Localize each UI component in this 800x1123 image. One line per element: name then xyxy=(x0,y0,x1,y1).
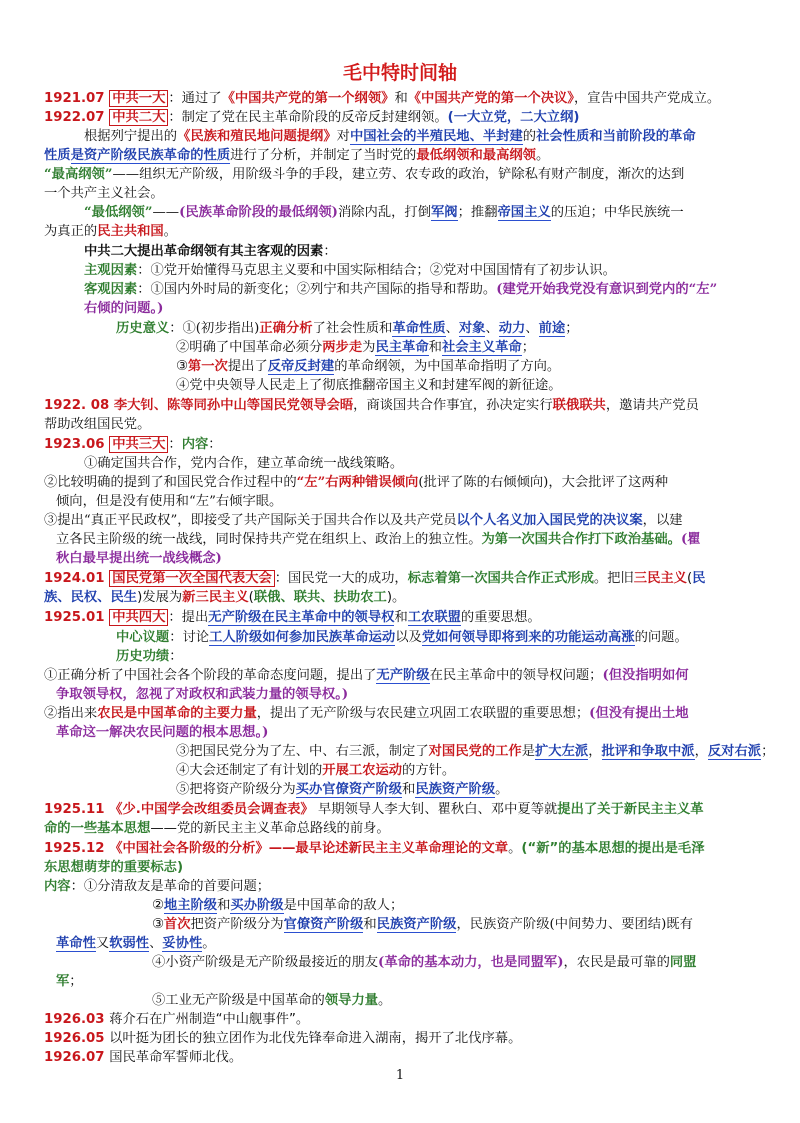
text-span: 联俄联共 xyxy=(552,398,606,413)
text-span: 《中国共产党的第一个决议》 xyxy=(407,91,574,106)
text-line xyxy=(56,724,776,742)
text-span: 的方针。 xyxy=(402,763,456,778)
text-span: 李大钊、陈等同孙中山等国民党领导会晤 xyxy=(113,398,354,413)
text-line xyxy=(44,589,764,607)
text-span: 。 xyxy=(163,224,177,239)
text-span: 又 xyxy=(95,936,110,951)
text-line xyxy=(84,128,800,146)
text-span: 前途 xyxy=(538,321,566,336)
text-span: ③把国民党分为了左、中、右三派，制定了 xyxy=(176,744,429,759)
text-span: 根据列宁提出的 xyxy=(84,129,178,144)
timeline-date: 1922.07 xyxy=(44,110,110,125)
meeting-tag: 中共三大 xyxy=(109,436,168,453)
text-span: 族、民权、民生 xyxy=(44,590,138,605)
text-span: 。把旧 xyxy=(593,571,634,586)
text-span: 、 xyxy=(525,321,539,336)
text-span: 对国民党的工作 xyxy=(428,744,522,759)
text-line xyxy=(56,973,776,991)
text-span: 提出了 xyxy=(227,359,268,374)
text-span: 和 xyxy=(394,610,408,625)
page-number: 1 xyxy=(395,1068,405,1083)
text-span: 标志着第一次国共合作正式形成 xyxy=(407,571,594,586)
text-span: 提出了关于新民主主义革 xyxy=(557,802,704,817)
meeting-tag: 中共一大 xyxy=(109,90,168,107)
text-span: 、 xyxy=(485,321,499,336)
text-line xyxy=(176,339,800,357)
timeline-date: 1926.07 xyxy=(44,1050,110,1065)
text-span: “最高纲领” xyxy=(44,167,113,182)
text-span: 。 xyxy=(535,148,550,163)
text-span: 和 xyxy=(402,782,416,797)
text-span: ：①(初步指出) xyxy=(169,321,260,336)
text-span: 党如何领导即将到来的功能运动高涨 xyxy=(421,630,635,645)
text-span: ； xyxy=(761,744,775,759)
text-span: 。 xyxy=(495,782,509,797)
text-span: 内容 xyxy=(44,879,71,894)
text-span: —— xyxy=(152,205,180,220)
text-span: (批评了陈的右倾倾向)，大会批评了这两种 xyxy=(418,475,669,490)
timeline-date: 1925.01 xyxy=(44,610,110,625)
text-span: 帮助改组国民党。 xyxy=(44,417,151,432)
text-span: 妥协性 xyxy=(162,936,203,951)
text-span: 早期领导人李大钊、瞿秋白、邓中夏等就 xyxy=(313,802,558,817)
text-span: 是资产阶级民族革命的性质 xyxy=(70,148,231,163)
text-line xyxy=(56,493,776,511)
text-span: 以个人名义加入国民党的决议案 xyxy=(456,513,643,528)
text-span: ②指出来 xyxy=(44,706,98,721)
text-span: (一大立党，二大立纲) xyxy=(447,110,580,125)
text-line xyxy=(44,109,764,127)
text-span: 《中国社会各阶级的分析》 xyxy=(109,841,269,856)
text-span: 东思想萌芽的重要标志) xyxy=(44,860,184,875)
text-span: ——最早论述新民主主义革命理论的文章 xyxy=(268,841,509,856)
text-span: 地主阶级 xyxy=(163,898,218,913)
text-span: ；推翻 xyxy=(457,205,498,220)
text-span: 动力 xyxy=(498,321,526,336)
text-line xyxy=(44,90,764,108)
text-span: ：①分清敌友是革命的首要问题； xyxy=(70,879,271,894)
text-span: ③提出“真正平民政权”，即接受了共产国际关于国共合作以及共产党员 xyxy=(44,513,457,528)
text-span: (建党开始我党没有意识到党内的“左” xyxy=(496,282,718,297)
text-span: ，以建 xyxy=(642,513,683,528)
text-span: 性质 xyxy=(44,148,71,163)
text-span: ： xyxy=(169,649,183,664)
text-span: ，民族资产阶级(中间势力、要团结)既有 xyxy=(456,917,693,932)
text-line xyxy=(152,897,800,915)
text-line xyxy=(44,1049,764,1067)
meeting-tag: 中共二大 xyxy=(109,109,168,126)
text-span: ——党的新民主主义革命总路线的前身。 xyxy=(150,821,390,836)
text-span: (革命的基本动力，也是同盟军) xyxy=(378,955,564,970)
text-span: ： xyxy=(208,437,222,452)
text-span: 。 xyxy=(378,993,392,1008)
text-span: ①正确分析了中国社会各个阶段的革命态度问题，提出了 xyxy=(44,668,377,683)
text-span: 官僚资产阶级 xyxy=(283,917,364,932)
text-span: 《民族和殖民地问题提纲》 xyxy=(177,129,337,144)
text-span: ①确定国共合作，党内合作，建立革命统一战线策略。 xyxy=(84,456,404,471)
text-line xyxy=(176,781,800,799)
text-span: 民族资产阶级 xyxy=(415,782,496,797)
text-line xyxy=(44,416,764,434)
text-line xyxy=(44,1011,764,1029)
text-span: 为第一次国共合作打下政治基础。 xyxy=(481,532,681,547)
text-span: ：国民党一大的成功， xyxy=(274,571,408,586)
text-span: 民主共和国 xyxy=(97,224,164,239)
text-span: ( xyxy=(248,590,254,605)
text-span: 中心议题 xyxy=(116,630,170,645)
text-span: 的问题。 xyxy=(634,630,688,645)
text-line xyxy=(176,743,800,761)
text-span: 国民革命军誓师北伐。 xyxy=(109,1050,243,1065)
text-span: (但没指明如何 xyxy=(602,668,689,683)
text-span: ⑤工业无产阶级是中国革命的 xyxy=(152,993,325,1008)
text-span: 社会主义革命 xyxy=(441,340,522,355)
text-span: ，提出了无产阶级与农民建立巩固工农联盟的重要思想； xyxy=(256,706,590,721)
text-span: (但没有提出土地 xyxy=(589,706,689,721)
text-span: 和 xyxy=(428,340,442,355)
text-span: ： xyxy=(168,437,182,452)
text-span: ； xyxy=(521,340,536,355)
text-line xyxy=(44,147,764,165)
text-span: ：①党开始懂得马克思主义要和中国实际相结合；②党对中国国情有了初步认识。 xyxy=(137,263,616,278)
text-span: 民主革命 xyxy=(375,340,429,355)
text-span: 两步走 xyxy=(322,340,363,355)
text-line xyxy=(44,436,764,454)
text-span: ：提出 xyxy=(168,610,209,625)
timeline-date: 1922. 08 xyxy=(44,398,114,413)
text-span: 秋白最早提出统一战线概念) xyxy=(56,551,222,566)
text-line xyxy=(56,531,776,549)
page-title: 毛中特时间轴 xyxy=(342,62,457,84)
text-span: 历史功绩 xyxy=(116,649,170,664)
text-span: 联俄、联共、扶助农工 xyxy=(253,590,387,605)
text-span: 的 xyxy=(522,129,537,144)
text-line xyxy=(152,992,800,1010)
timeline-date: 1921.07 xyxy=(44,91,110,106)
text-line xyxy=(44,820,764,838)
text-line xyxy=(116,320,800,338)
text-span: 内容 xyxy=(181,437,209,452)
text-line xyxy=(84,300,800,318)
text-line xyxy=(116,648,800,666)
text-span: ( xyxy=(686,571,693,586)
text-span: ，商谈国共合作事宜，孙决定实行 xyxy=(353,398,553,413)
text-span: 革命性质 xyxy=(392,321,446,336)
text-span: 一个共产主义社会。 xyxy=(44,186,164,201)
text-span: 以及 xyxy=(395,630,422,645)
text-span: ：通过了 xyxy=(168,91,222,106)
text-span: 蒋介石在广州制造“中山舰事件”。 xyxy=(109,1012,310,1027)
text-span: 首次 xyxy=(163,917,191,932)
text-span: ②比较明确的提到了和国民党合作过程中的 xyxy=(44,475,297,490)
text-span: ； xyxy=(69,974,83,989)
timeline-date: 1926.05 xyxy=(44,1031,110,1046)
text-span: 《中国共产党的第一个纲领》 xyxy=(221,91,395,106)
timeline-date: 1925.12 xyxy=(44,841,110,856)
text-span: 的重要思想。 xyxy=(460,610,541,625)
text-span: (民族革命阶段的最低纲领) xyxy=(179,205,338,220)
text-span: ， xyxy=(694,744,708,759)
text-span: ⑤把将资产阶级分为 xyxy=(176,782,296,797)
text-span: ③ xyxy=(176,359,188,374)
text-span: 民族资产阶级 xyxy=(376,917,457,932)
text-span: 把资产阶级分为 xyxy=(190,917,284,932)
text-span: 和 xyxy=(217,898,231,913)
text-line xyxy=(44,840,764,858)
text-span: 进行了分析，并制定了当时党的 xyxy=(230,148,417,163)
text-span: ④党中央领导人民走上了彻底推翻帝国主义和封建军阀的新征途。 xyxy=(176,378,562,393)
text-span: ： xyxy=(323,244,337,259)
text-span: 革命性 xyxy=(56,936,96,951)
text-span: 历史意义 xyxy=(116,321,170,336)
text-span: 帝国主义 xyxy=(497,205,551,220)
text-span: 、 xyxy=(445,321,459,336)
text-span: 立各民主阶级的统一战线，同时保持共产党在组织上、政治上的独立性。 xyxy=(56,532,482,547)
text-line xyxy=(44,705,764,723)
text-span: )发展为 xyxy=(137,590,183,605)
text-span: ——组织无产阶级，用阶级斗争的手段，建立劳、农专政的政治，铲除私有财产制度，渐次的达到 xyxy=(112,167,685,182)
text-line xyxy=(44,878,764,896)
text-span: 的革命纲领，为中国革命指明了方向。 xyxy=(334,359,561,374)
text-line xyxy=(44,512,764,530)
text-line xyxy=(152,954,800,972)
text-span: ② xyxy=(152,898,164,913)
text-span: 军 xyxy=(56,974,70,989)
text-span: 民 xyxy=(692,571,706,586)
text-line xyxy=(44,609,764,627)
text-span: 社会性质和当前阶段的革命 xyxy=(536,129,696,144)
text-span: 开展工农运动 xyxy=(322,763,403,778)
text-line xyxy=(84,204,800,222)
text-span: 、 xyxy=(149,936,163,951)
text-span: 的压迫；中华民族统一 xyxy=(550,205,684,220)
text-span: 无产阶级在民主革命中的领导权 xyxy=(208,610,395,625)
text-line xyxy=(116,629,800,647)
text-span: (瞿 xyxy=(680,532,701,547)
text-line xyxy=(44,185,764,203)
text-span: ； xyxy=(565,321,579,336)
text-span: 为 xyxy=(362,340,376,355)
text-span: 工农联盟 xyxy=(407,610,461,625)
text-span: 。 xyxy=(508,841,522,856)
text-line xyxy=(44,667,764,685)
text-span: 和 xyxy=(363,917,377,932)
text-line xyxy=(44,166,764,184)
text-span: 反对右派 xyxy=(707,744,762,759)
text-line xyxy=(44,859,764,877)
text-span: 批评和争取中派 xyxy=(601,744,695,759)
text-span: ，邀请共产党员 xyxy=(605,398,699,413)
text-span: 争取领导权，忽视了对政权和武装力量的领导权。) xyxy=(56,687,349,702)
text-span: 第一次 xyxy=(187,359,228,374)
timeline-date: 1924.01 xyxy=(44,571,110,586)
text-span: 在民主革命中的领导权问题； xyxy=(429,668,603,683)
text-line xyxy=(44,1030,764,1048)
text-span: 《少.中国学会改组委员会调查表》 xyxy=(109,802,314,817)
text-span: 右倾的问题。) xyxy=(84,301,164,316)
text-span: ，农民是最可靠的 xyxy=(563,955,670,970)
text-span: 中国社会的半殖民地、半封建 xyxy=(349,129,523,144)
text-span: 领导力量 xyxy=(324,993,379,1008)
text-line xyxy=(56,935,776,953)
text-span: 是中国革命的敌人； xyxy=(283,898,404,913)
text-span: 无产阶级 xyxy=(376,668,430,683)
text-span: “最低纲领” xyxy=(84,205,153,220)
text-line xyxy=(44,570,764,588)
text-span: “左”右两种错误倾向 xyxy=(296,475,419,490)
timeline-date: 1923.06 xyxy=(44,437,110,452)
text-span: ：①国内外时局的新变化；②列宁和共产国际的指导和帮助。 xyxy=(137,282,497,297)
text-span: 正确分析 xyxy=(259,321,313,336)
text-span: 是 xyxy=(521,744,536,759)
text-line xyxy=(44,801,764,819)
text-span: 扩大左派 xyxy=(535,744,589,759)
text-line xyxy=(152,916,800,934)
text-span: )。 xyxy=(386,590,406,605)
meeting-tag: 中共四大 xyxy=(109,609,168,626)
text-span: 了社会性质和 xyxy=(312,321,393,336)
text-span: (“新”的基本思想的提出是毛泽 xyxy=(521,841,705,856)
text-span: ②明确了中国革命必须分 xyxy=(176,340,323,355)
text-line xyxy=(84,243,800,261)
text-span: 消除内乱，打倒 xyxy=(337,205,432,220)
text-span: 同盟 xyxy=(669,955,697,970)
text-span: 倾向，但是没有使用和“左”右倾字眼。 xyxy=(56,494,283,509)
text-span: ④小资产阶级是无产阶级最接近的朋友 xyxy=(152,955,379,970)
text-span: ， xyxy=(588,744,602,759)
text-span: ：讨论 xyxy=(169,630,210,645)
timeline-date: 1926.03 xyxy=(44,1012,110,1027)
text-span: 工人阶级如何参加民族革命运动 xyxy=(209,630,396,645)
text-line xyxy=(44,223,764,241)
text-span: 革命这一解决农民问题的根本思想。) xyxy=(56,725,269,740)
text-span: 最低纲领和最高纲领 xyxy=(416,148,536,163)
text-line xyxy=(44,474,764,492)
text-span: 三民主义 xyxy=(633,571,687,586)
timeline-date: 1925.11 xyxy=(44,802,110,817)
text-span: 主观因素 xyxy=(84,263,138,278)
text-span: ③ xyxy=(152,917,164,932)
text-line xyxy=(44,397,764,415)
meeting-tag: 国民党第一次全国代表大会 xyxy=(109,570,275,587)
text-span: ：制定了党在民主革命阶段的反帝反封建纲领。 xyxy=(168,110,448,125)
text-span: 。 xyxy=(202,936,216,951)
text-span: 中共二大提出革命纲领有其主客观的因素 xyxy=(84,244,324,259)
text-span: ，宣告中国共产党成立。 xyxy=(573,91,721,106)
text-span: 软弱性 xyxy=(109,936,150,951)
text-span: 对 xyxy=(336,129,350,144)
text-line xyxy=(84,281,800,299)
text-span: 命的一些基本思想 xyxy=(44,821,151,836)
text-span: 新三民主义 xyxy=(182,590,249,605)
text-span: 反帝反封建 xyxy=(267,359,335,374)
text-line xyxy=(84,455,800,473)
text-line xyxy=(56,550,776,568)
text-span: ④大会还制定了有计划的 xyxy=(176,763,323,778)
text-span: 客观因素 xyxy=(84,282,138,297)
text-span: 以叶挺为团长的独立团作为北伐先锋奉命进入湖南，揭开了北伐序幕。 xyxy=(109,1031,522,1046)
text-span: 军阀 xyxy=(431,205,458,220)
text-line xyxy=(84,262,800,280)
text-line xyxy=(176,358,800,376)
text-span: 为真正的 xyxy=(44,224,98,239)
text-line xyxy=(176,377,800,395)
text-line xyxy=(56,686,776,704)
text-span: 和 xyxy=(394,91,408,106)
text-span: 农民是中国革命的主要力量 xyxy=(97,706,257,721)
text-span: 买办官僚资产阶级 xyxy=(295,782,403,797)
text-span: 对象 xyxy=(458,321,486,336)
text-line xyxy=(176,762,800,780)
text-span: 买办阶级 xyxy=(230,898,284,913)
